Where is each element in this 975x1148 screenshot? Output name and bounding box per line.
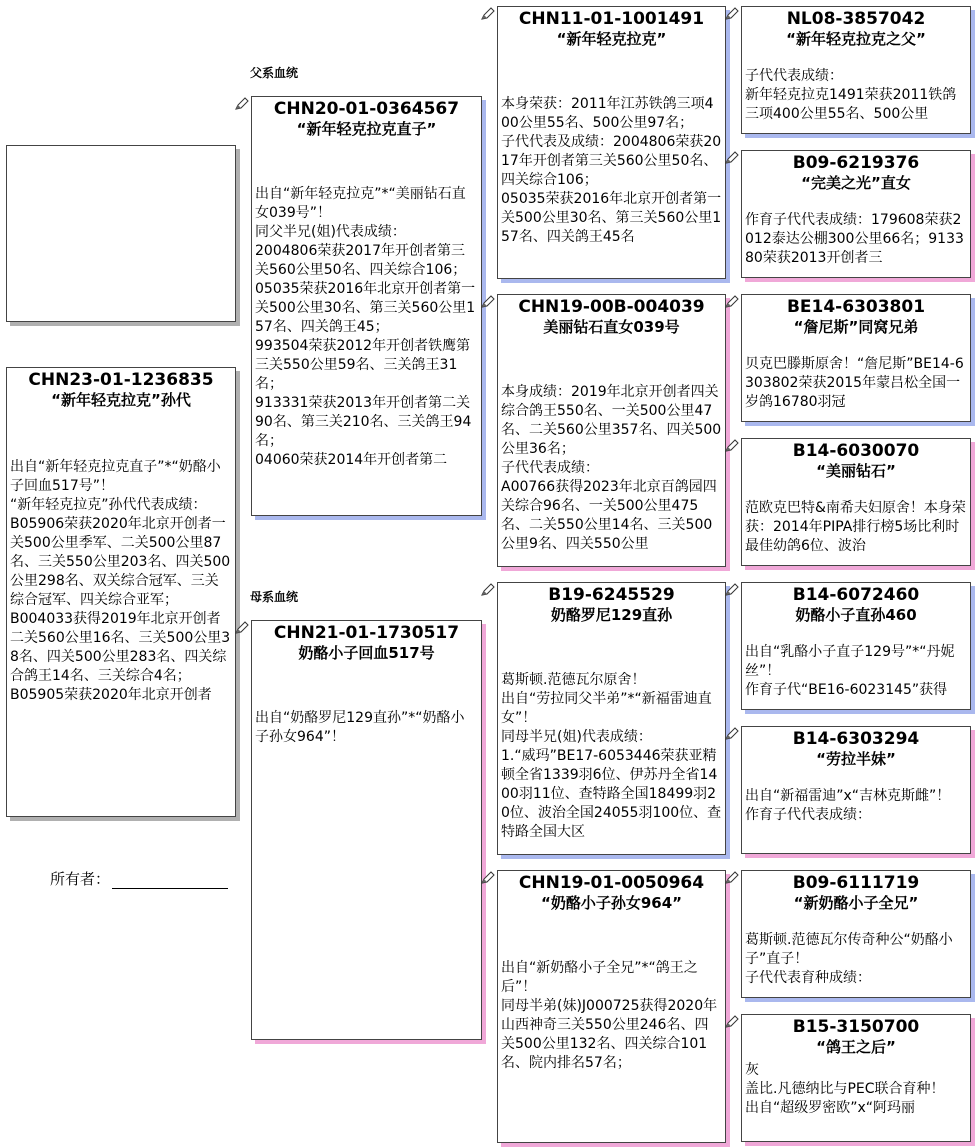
sds-ring: BE14-6303801 — [786, 297, 926, 317]
dam-name: 奶酪小子回血517号 — [298, 644, 435, 662]
edit-pencil-icon[interactable] — [724, 726, 740, 742]
subject-card[interactable] — [6, 367, 236, 817]
sdd-card[interactable] — [741, 438, 971, 566]
dam-sire-card[interactable] — [497, 582, 726, 855]
sire-sire-desc: 本身荣获：2011年江苏铁鸽三项400公里55名、500公里97名； 子代代表及成绩：2004806荣获2017年开创者第三关560公里50名、四关综合106； 05035荣获2016年北京开创者第一关500公里30名、第三关560公里157名、四关鸽王45名 — [501, 96, 722, 245]
sire-desc: 出自“新年轻克拉克”*“美丽钻石直女039号”！ 同父半兄(姐)代表成绩： 2004806荣获2017年开创者第三关560公里50名、四关综合106； 05035荣获2016年北京开创者第一关500公里30名、第三关560公里157名、四关鸽王45； 993504荣获2012年开创者铁鹰第三关550公里59名、三关鸽王31名； 913331荣获2013年开创者第二关90名、第三关210名、三关鸽王94名； 04060荣获2014年开创者第二 — [255, 186, 476, 468]
dam-sire-ring: B19-6245529 — [548, 585, 675, 605]
dss-card[interactable] — [741, 582, 971, 710]
sire-sire-ring: CHN11-01-1001491 — [518, 9, 705, 29]
ssd-card[interactable] — [741, 150, 971, 278]
owner-line[interactable] — [112, 874, 228, 889]
dds-card[interactable] — [741, 870, 971, 998]
dam-dam-name: “奶酪小子孙女964” — [540, 894, 683, 912]
sire-dam-name: 美丽钻石直女039号 — [543, 318, 680, 336]
dsd-ring: B14-6303294 — [792, 729, 920, 749]
sdd-ring: B14-6030070 — [792, 441, 920, 461]
dam-sire-desc: 葛斯顿.范德瓦尔原舍！ 出自“劳拉同父半弟”*“新福雷迪直女”！ 同母半兄(姐)代表成绩： 1.“威玛”BE17-6053446荣获亚精顿全省1339羽6位、伊苏丹全省1400羽11位、查特路全国18499羽20位、波治全国24055羽100位、查特路全国大区 — [501, 672, 722, 840]
edit-pencil-icon[interactable] — [724, 1014, 740, 1030]
sss-desc: 子代代表成绩： 新年轻克拉克1491荣获2011铁鸽三项400公里55名、500公里 — [745, 68, 957, 122]
edit-pencil-icon[interactable] — [724, 6, 740, 22]
ddd-card[interactable] — [741, 1014, 971, 1142]
sds-name: “詹尼斯”同窝兄弟 — [793, 318, 919, 336]
subject-name: “新年轻克拉克”孙代 — [51, 391, 191, 409]
edit-pencil-icon[interactable] — [480, 6, 496, 22]
edit-pencil-icon[interactable] — [480, 582, 496, 598]
dam-dam-card[interactable] — [497, 870, 726, 1143]
sss-card[interactable] — [741, 6, 971, 134]
subject-desc: 出自“新年轻克拉克直子”*“奶酪小子回血517号”！ “新年轻克拉克”孙代代表成绩： B05906荣获2020年北京开创者一关500公里季军、二关500公里87名、三关550公里203名、四关500公里298名、双关综合冠军、三关综合冠军、四关综合亚军； B004033获得2019年北京开创者二关560公里16名、三关500公里38名、四关500公里283名、四关综合鸽王14名、三关综合4名； B05905荣获2020年北京开创者 — [10, 459, 231, 703]
photo-frame — [6, 145, 236, 322]
sds-card[interactable] — [741, 294, 971, 422]
ddd-name: “鸽王之后” — [816, 1038, 896, 1056]
subject-ring: CHN23-01-1236835 — [28, 370, 214, 390]
ssd-desc: 作育子代代表成绩：179608荣获2012泰达公棚300公里66名；913380荣获2013开创者三 — [745, 212, 964, 266]
edit-pencil-icon[interactable] — [724, 582, 740, 598]
sdd-name: “美丽钻石” — [816, 462, 896, 480]
ssd-ring: B09-6219376 — [792, 153, 920, 173]
edit-pencil-icon[interactable] — [724, 438, 740, 454]
dds-desc: 葛斯顿.范德瓦尔传奇种公“奶酪小子”直子！ 子代代表育种成绩： — [745, 932, 953, 986]
sire-dam-ring: CHN19-00B-004039 — [518, 297, 705, 317]
sdd-desc: 范欧克巴特&南希夫妇原舍！本身荣获：2014年PIPA排行榜5场比利时最佳幼鸽6位、波治 — [745, 500, 966, 554]
dss-desc: 出自“乳酪小子直子129号”*“丹妮丝”！ 作育子代“BE16-6023145”获得 — [745, 644, 955, 698]
dss-ring: B14-6072460 — [792, 585, 920, 605]
sss-ring: NL08-3857042 — [786, 9, 926, 29]
dam-desc: 出自“奶酪罗尼129直孙”*“奶酪小子孙女964”！ — [255, 710, 465, 745]
sds-desc: 贝克巴滕斯原舍！“詹尼斯”BE14-6303802荣获2015年蒙吕松全国一岁鸽16780羽冠 — [745, 356, 964, 410]
dsd-card[interactable] — [741, 726, 971, 854]
sire-sire-name: “新年轻克拉克” — [556, 30, 667, 48]
sire-card[interactable] — [251, 96, 482, 516]
ddd-desc: 灰 盖比.凡德纳比与PEC联合育种！ 出自“超级罗密欧”x“阿玛丽 — [745, 1062, 945, 1116]
sire-sire-card[interactable] — [497, 6, 726, 279]
edit-pencil-icon[interactable] — [724, 150, 740, 166]
sss-name: “新年轻克拉克之父” — [786, 30, 926, 48]
dam-dam-desc: 出自“新奶酪小子全兄”*“鸽王之后”！ 同母半弟(妹)J000725获得2020年山西神奇三关550公里246名、四关500公里132名、四关综合101名、院内排名57名； — [501, 960, 718, 1071]
edit-pencil-icon[interactable] — [234, 96, 250, 112]
dsd-desc: 出自“新福雷迪”x“吉林克斯雌”！ 作育子代代表成绩： — [745, 788, 951, 823]
ddd-ring: B15-3150700 — [792, 1017, 920, 1037]
dds-ring: B09-6111719 — [792, 873, 920, 893]
ssd-name: “完美之光”直女 — [801, 174, 911, 192]
sire-line-label: 父系血统 — [250, 66, 299, 80]
dds-name: “新奶酪小子全兄” — [793, 894, 919, 912]
dam-sire-name: 奶酪罗尼129直孙 — [550, 606, 673, 624]
dss-name: 奶酪小子直孙460 — [795, 606, 917, 624]
edit-pencil-icon[interactable] — [480, 294, 496, 310]
edit-pencil-icon[interactable] — [480, 870, 496, 886]
dsd-name: “劳拉半妹” — [816, 750, 896, 768]
owner-field — [50, 868, 228, 889]
dam-card[interactable] — [251, 620, 482, 1040]
edit-pencil-icon[interactable] — [724, 870, 740, 886]
edit-pencil-icon[interactable] — [234, 620, 250, 636]
edit-pencil-icon[interactable] — [724, 294, 740, 310]
sire-dam-desc: 本身成绩：2019年北京开创者四关综合鸽王550名、一关500公里47名、二关560公里357名、四关500公里36名； 子代代表成绩： A00766获得2023年北京百鸽园四关综合96名、一关500公里475名、二关550公里14名、三关500公里9名、四关550公里 — [501, 384, 722, 552]
sire-name: “新年轻克拉克直子” — [296, 120, 437, 138]
sire-ring: CHN20-01-0364567 — [273, 99, 460, 119]
sire-dam-card[interactable] — [497, 294, 726, 567]
dam-ring: CHN21-01-1730517 — [273, 623, 460, 643]
dam-line-label: 母系血统 — [250, 590, 299, 604]
owner-label: 所有者： — [50, 870, 111, 888]
dam-dam-ring: CHN19-01-0050964 — [518, 873, 705, 893]
